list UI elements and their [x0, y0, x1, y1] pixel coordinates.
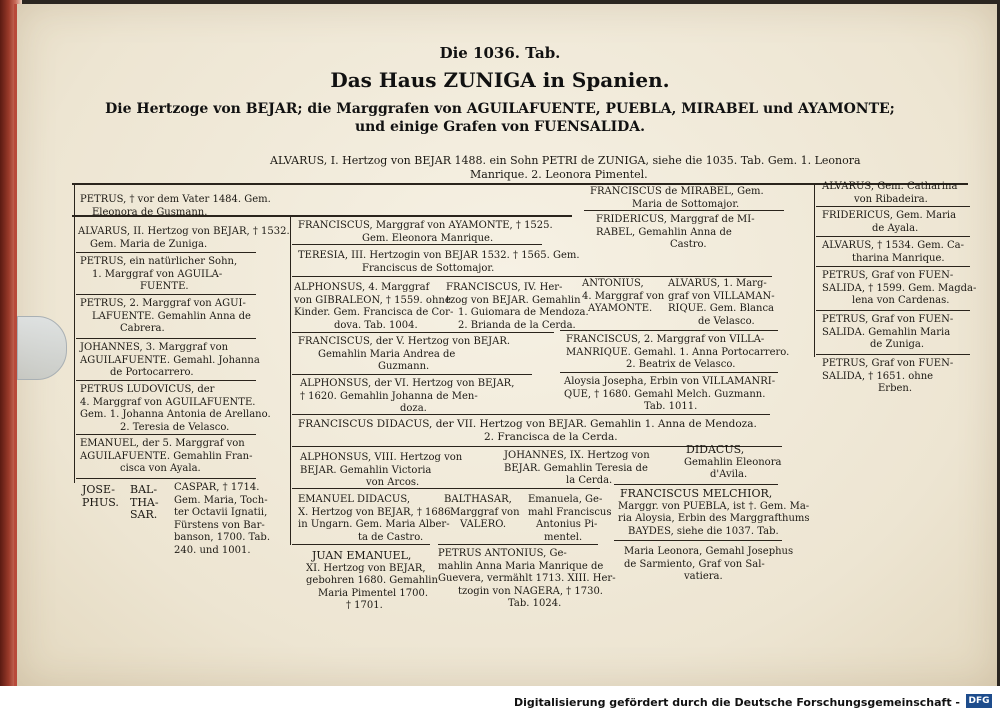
- rule-center-8: [292, 544, 430, 545]
- entry-alvarus-ribadeira: ALVARUS, Gem. Catharina von Ribadeira.: [822, 181, 958, 205]
- entry-petrus-antonius: PETRUS ANTONIUS, Ge- mahlin Anna Maria Manrique de Guevera, vermählt 1713. XIII. Her- tzogin von NAGERA, † 1730. Tab. 1024.: [438, 548, 616, 609]
- entry-didacus: DIDACUS, Gemahlin Eleonora d'Avila.: [684, 443, 782, 480]
- entry-franciscus-didacus: FRANCISCUS DIDACUS, der VII. Hertzog von BEJAR. Gemahlin 1. Anna de Mendoza. 2. Francisca de la Cerda.: [298, 418, 757, 443]
- rule-center-2: [292, 276, 772, 277]
- entry-alvarus-1534: ALVARUS, † 1534. Gem. Ca- tharina Manrique.: [822, 240, 964, 264]
- rule-left-4: [76, 380, 256, 381]
- entry-juan-emanuel: JUAN EMANUEL, XI. Hertzog von BEJAR, gebohren 1680. Gemahlin Maria Pimentel 1700. † 1701.: [306, 549, 438, 611]
- entry-franciscus-ayamonte: FRANCISCUS, Marggraf von AYAMONTE, † 1525. Gem. Eleonora Manrique.: [298, 220, 553, 244]
- entry-petrus-graf-1: PETRUS, Graf von FUEN- SALIDA, † 1599. Gem. Magda- lena von Cardenas.: [822, 270, 977, 306]
- entry-petrus-graf-3: PETRUS, Graf von FUEN- SALIDA, † 1651. ohne Erben.: [822, 358, 954, 394]
- entry-johannes-ix: JOHANNES, IX. Hertzog von BEJAR. Gemahlin Teresia de la Cerda.: [504, 450, 650, 486]
- rule-right-5: [816, 354, 970, 355]
- connector-left: [74, 183, 75, 483]
- rule-center-8c: [614, 540, 782, 541]
- entry-teresia: TERESIA, III. Hertzogin von BEJAR 1532. † 1565. Gem. Franciscus de Sottomajor.: [298, 250, 580, 274]
- rule-left-6: [76, 478, 256, 479]
- rule-left-2: [76, 294, 256, 295]
- subtitle-line-1: Die Hertzoge von BEJAR; die Marggrafen von AGUILAFUENTE, PUEBLA, MIRABEL und AYAMONTE;: [105, 101, 895, 117]
- entry-aloysia: Aloysia Josepha, Erbin von VILLAMANRI- QUE, † 1680. Gemahl Melch. Guzmann. Tab. 1011.: [564, 376, 776, 412]
- table-number: Die 1036. Tab.: [439, 44, 561, 62]
- entry-emanuel-5: EMANUEL, der 5. Marggraf von AGUILAFUENTE. Gemahlin Fran- cisca von Ayala.: [80, 438, 253, 474]
- entry-franciscus-iv: FRANCISCUS, IV. Her- tzog von BEJAR. Gemahlin 1. Guiomara de Mendoza. 2. Brianda de la Cerda.: [446, 282, 589, 331]
- entry-petrus-nat: PETRUS, ein natürlicher Sohn, 1. Marggraf von AGUILA- FUENTE.: [80, 256, 238, 292]
- entry-maria-leonora: Maria Leonora, Gemahl Josephus de Sarmiento, Graf von Sal- vatiera.: [624, 546, 794, 582]
- rule-left-1: [76, 252, 256, 253]
- entry-emanuela: Emanuela, Ge- mahl Franciscus Antonius Pi- mentel.: [528, 494, 612, 543]
- entry-franciscus-melchior: FRANCISCUS MELCHIOR, Marggr. von PUEBLA, ist †. Gem. Ma- ria Aloysia, Erbin des Marggrafthums BAYDES, siehe die 1037. Tab.: [618, 487, 810, 537]
- rule-center-3b: [560, 330, 778, 331]
- entry-alphonsus-vi: ALPHONSUS, der VI. Hertzog von BEJAR, † 1620. Gemahlin Johanna de Men- doza.: [300, 378, 515, 414]
- rule-mirabel: [584, 210, 784, 211]
- rule-left-3: [76, 338, 256, 339]
- rule-center-4: [292, 374, 532, 375]
- rule-center-7: [292, 488, 600, 489]
- entry-petrus-ludovicus: PETRUS LUDOVICUS, der 4. Marggraf von AGUILAFUENTE. Gem. 1. Johanna Antonia de Arellano. 2. Teresia de Velasco.: [80, 384, 271, 433]
- entry-alphonsus-viii: ALPHONSUS, VIII. Hertzog von BEJAR. Gemahlin Victoria von Arcos.: [300, 452, 463, 488]
- entry-petrus-graf-2: PETRUS, Graf von FUEN- SALIDA. Gemahlin Maria de Zuniga.: [822, 314, 954, 350]
- page-clip: [17, 316, 67, 380]
- connector-right: [814, 183, 815, 357]
- entry-alvarus-2: ALVARUS, II. Hertzog von BEJAR, † 1532. Gem. Maria de Zuniga.: [78, 226, 290, 250]
- root-line-2: Manrique. 2. Leonora Pimentel.: [470, 168, 648, 181]
- dfg-logo: DFG: [966, 694, 992, 708]
- entry-josephus: JOSE- PHUS.: [82, 483, 119, 509]
- entry-fridericus-ayala: FRIDERICUS, Gem. Maria de Ayala.: [822, 210, 957, 234]
- rule-right-3: [816, 266, 970, 267]
- rule-center-7b: [614, 484, 778, 485]
- entry-balthasar-valero: BALTHASAR, Marggraf von VALERO.: [444, 494, 520, 530]
- entry-emanuel-didacus: EMANUEL DIDACUS, X. Hertzog von BEJAR, † 1686. in Ungarn. Gem. Maria Alber- ta de Castro.: [298, 494, 454, 543]
- footer-credit: Digitalisierung gefördert durch die Deutsche Forschungsgemeinschaft -: [513, 696, 960, 709]
- entry-alvarus-1-villamanrique: ALVARUS, 1. Marg- graf von VILLAMAN- RIQUE. Gem. Blanca de Velasco.: [668, 278, 775, 327]
- entry-balthasar: BAL- THA- SAR.: [130, 483, 159, 521]
- rule-center-5: [292, 414, 770, 415]
- rule-center-1: [292, 244, 542, 245]
- rule-right-2: [816, 236, 970, 237]
- entry-franciscus-mirabel: FRANCISCUS de MIRABEL, Gem. Maria de Sottomajor.: [590, 186, 764, 210]
- rule-left-5: [76, 434, 256, 435]
- entry-alphonsus-4: ALPHONSUS, 4. Marggraf von GIBRALEON, † 1559. ohne Kinder. Gem. Francisca de Cor- dova. Tab. 1004.: [294, 282, 454, 331]
- entry-fridericus-mirabel: FRIDERICUS, Marggraf de MI- RABEL, Gemahlin Anna de Castro.: [596, 214, 755, 250]
- rule-right-4: [816, 310, 970, 311]
- entry-petrus-1: PETRUS, † vor dem Vater 1484. Gem. Eleonora de Gusmann.: [80, 194, 271, 218]
- subtitle-line-2: und einige Grafen von FUENSALIDA.: [354, 119, 646, 135]
- entry-johannes-3: JOHANNES, 3. Marggraf von AGUILAFUENTE. Gemahl. Johanna de Portocarrero.: [80, 342, 260, 378]
- connector-center: [290, 215, 291, 545]
- footer-bar: [0, 686, 1000, 716]
- entry-petrus-2: PETRUS, 2. Marggraf von AGUI- LAFUENTE. Gemahlin Anna de Cabrera.: [80, 298, 251, 334]
- entry-antonius-4: ANTONIUS, 4. Marggraf von AYAMONTE.: [582, 278, 665, 314]
- rule-right-1: [816, 206, 970, 207]
- root-line-1: ALVARUS, I. Hertzog von BEJAR 1488. ein Sohn PETRI de ZUNIGA, siehe die 1035. Tab. Gem. 1. Leonora: [270, 154, 861, 167]
- entry-franciscus-v: FRANCISCUS, der V. Hertzog von BEJAR. Gemahlin Maria Andrea de Guzmann.: [298, 336, 511, 372]
- page-title: Das Haus ZUNIGA in Spanien.: [330, 68, 670, 92]
- entry-franciscus-2-villamanrique: FRANCISCUS, 2. Marggraf von VILLA- MANRIQUE. Gemahl. 1. Anna Portocarrero. 2. Beatrix de Velasco.: [566, 334, 790, 370]
- rule-center-8b: [438, 544, 598, 545]
- entry-caspar: CASPAR, † 1714. Gem. Maria, Toch- ter Octavii Ignatii, Fürstens von Bar- banson, 1700. Tab. 240. und 1001.: [174, 482, 270, 556]
- rule-center-4b: [560, 372, 778, 373]
- rule-center-3: [292, 332, 554, 333]
